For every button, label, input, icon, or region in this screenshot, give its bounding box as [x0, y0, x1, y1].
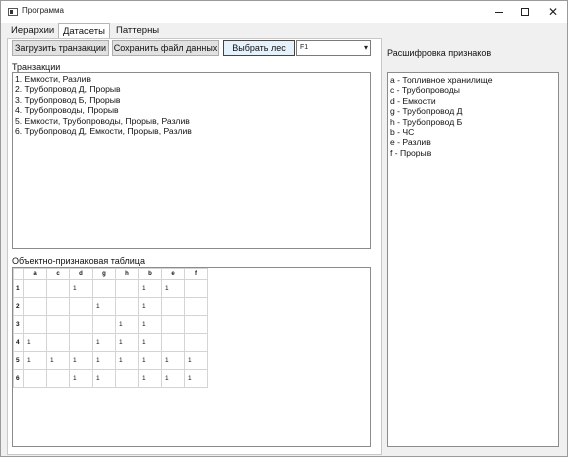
decode-line: b - ЧС	[390, 127, 415, 138]
table-cell[interactable]	[47, 280, 70, 298]
table-cell[interactable]: 1	[162, 370, 185, 388]
column-header[interactable]: d	[70, 269, 93, 280]
table-cell[interactable]	[185, 280, 208, 298]
table-cell[interactable]: 1	[93, 334, 116, 352]
table-cell[interactable]	[24, 370, 47, 388]
decode-line: h - Трубопровод Б	[390, 116, 463, 127]
table-cell[interactable]	[162, 334, 185, 352]
table-cell[interactable]	[93, 316, 116, 334]
table-cell[interactable]	[24, 316, 47, 334]
table-row	[14, 280, 208, 298]
table-cell[interactable]: 1	[139, 352, 162, 370]
row-header[interactable]: 4	[14, 334, 24, 352]
row-header[interactable]: 2	[14, 298, 24, 316]
decode-line: f - Прорыв	[390, 147, 432, 158]
tab-datasets[interactable]: Датасеты	[58, 23, 110, 40]
choose-forest-button[interactable]: Выбрать лес	[223, 40, 295, 56]
table-row	[14, 352, 208, 370]
decode-line: d - Емкости	[390, 95, 436, 106]
tab-hierarchies[interactable]: Иерархии	[11, 25, 55, 36]
column-header[interactable]: h	[116, 269, 139, 280]
column-header[interactable]: g	[93, 269, 116, 280]
corner-cell	[14, 269, 24, 280]
feature-grid	[13, 268, 208, 388]
transaction-line: 3. Трубопровод Б, Прорыв	[15, 94, 121, 105]
table-cell[interactable]	[185, 298, 208, 316]
transaction-line: 5. Емкости, Трубопроводы, Прорыв, Разлив	[15, 115, 190, 126]
table-cell[interactable]: 1	[139, 316, 162, 334]
table-cell[interactable]	[116, 280, 139, 298]
table-cell[interactable]: 1	[139, 298, 162, 316]
table-cell[interactable]: 1	[185, 352, 208, 370]
table-cell[interactable]	[47, 316, 70, 334]
chevron-down-icon: ▾	[363, 43, 368, 52]
minimize-icon	[495, 12, 503, 13]
table-cell[interactable]	[93, 280, 116, 298]
table-cell[interactable]	[162, 316, 185, 334]
title-bar[interactable]	[1, 1, 567, 23]
table-cell[interactable]: 1	[139, 370, 162, 388]
table-cell[interactable]: 1	[162, 352, 185, 370]
table-cell[interactable]	[70, 298, 93, 316]
table-cell[interactable]	[116, 298, 139, 316]
transaction-line: 2. Трубопровод Д, Прорыв	[15, 84, 121, 95]
forest-select-value: F1	[300, 44, 309, 51]
table-cell[interactable]	[185, 316, 208, 334]
load-transactions-button[interactable]: Загрузить транзакции	[12, 40, 109, 56]
table-cell[interactable]: 1	[47, 352, 70, 370]
transaction-line: 6. Трубопровод Д, Емкости, Прорыв, Разлив	[15, 126, 192, 137]
object-feature-table[interactable]	[12, 267, 371, 447]
table-cell[interactable]	[185, 334, 208, 352]
transactions-textbox[interactable]	[12, 72, 371, 249]
object-table-label: Объектно-признаковая таблица	[12, 256, 145, 266]
table-row	[14, 298, 208, 316]
table-cell[interactable]: 1	[139, 280, 162, 298]
transaction-line: 1. Емкости, Разлив	[15, 74, 91, 84]
table-cell[interactable]: 1	[116, 316, 139, 334]
table-cell[interactable]	[24, 298, 47, 316]
row-header[interactable]: 6	[14, 370, 24, 388]
table-cell[interactable]: 1	[116, 334, 139, 352]
table-cell[interactable]: 1	[70, 352, 93, 370]
row-header[interactable]: 1	[14, 280, 24, 298]
row-header[interactable]: 5	[14, 352, 24, 370]
table-cell[interactable]: 1	[139, 334, 162, 352]
decode-line: e - Разлив	[390, 137, 431, 148]
maximize-button[interactable]	[510, 3, 540, 21]
table-cell[interactable]: 1	[93, 370, 116, 388]
table-cell[interactable]	[47, 370, 70, 388]
table-cell[interactable]	[70, 316, 93, 334]
decode-line: g - Трубопровод Д	[390, 106, 463, 117]
tab-patterns[interactable]: Паттерны	[116, 25, 160, 36]
transactions-label: Транзакции	[12, 62, 61, 72]
forest-select[interactable]	[296, 40, 371, 56]
table-row	[14, 370, 208, 388]
table-cell[interactable]: 1	[70, 370, 93, 388]
table-cell[interactable]	[47, 298, 70, 316]
transaction-line: 4. Трубопроводы, Прорыв	[15, 105, 119, 116]
column-header[interactable]: a	[24, 269, 47, 280]
table-cell[interactable]: 1	[185, 370, 208, 388]
table-cell[interactable]	[116, 370, 139, 388]
table-cell[interactable]: 1	[162, 280, 185, 298]
decode-line: c - Трубопроводы	[390, 85, 460, 96]
table-cell[interactable]	[70, 334, 93, 352]
table-cell[interactable]	[162, 298, 185, 316]
app-icon	[8, 8, 18, 16]
column-header[interactable]: c	[47, 269, 70, 280]
table-header-row	[14, 269, 208, 280]
feature-decoding-textbox[interactable]	[387, 72, 559, 447]
table-cell[interactable]: 1	[24, 334, 47, 352]
window-title: Программа	[22, 6, 64, 15]
table-cell[interactable]: 1	[70, 280, 93, 298]
maximize-icon	[521, 8, 529, 16]
column-header[interactable]: b	[139, 269, 162, 280]
table-cell[interactable]	[24, 280, 47, 298]
decode-line: a - Топливное хранилище	[390, 75, 493, 85]
table-cell[interactable]: 1	[93, 298, 116, 316]
row-header[interactable]: 3	[14, 316, 24, 334]
save-data-file-button[interactable]: Сохранить файл данных	[112, 40, 219, 56]
table-row	[14, 334, 208, 352]
table-row	[14, 316, 208, 334]
close-button[interactable]: ✕	[547, 5, 559, 19]
table-cell[interactable]	[47, 334, 70, 352]
feature-decoding-label: Расшифровка признаков	[387, 48, 492, 58]
table-cell[interactable]: 1	[116, 352, 139, 370]
table-cell[interactable]: 1	[93, 352, 116, 370]
column-header[interactable]: f	[185, 269, 208, 280]
table-cell[interactable]: 1	[24, 352, 47, 370]
column-header[interactable]: e	[162, 269, 185, 280]
tab-bar	[1, 23, 567, 39]
